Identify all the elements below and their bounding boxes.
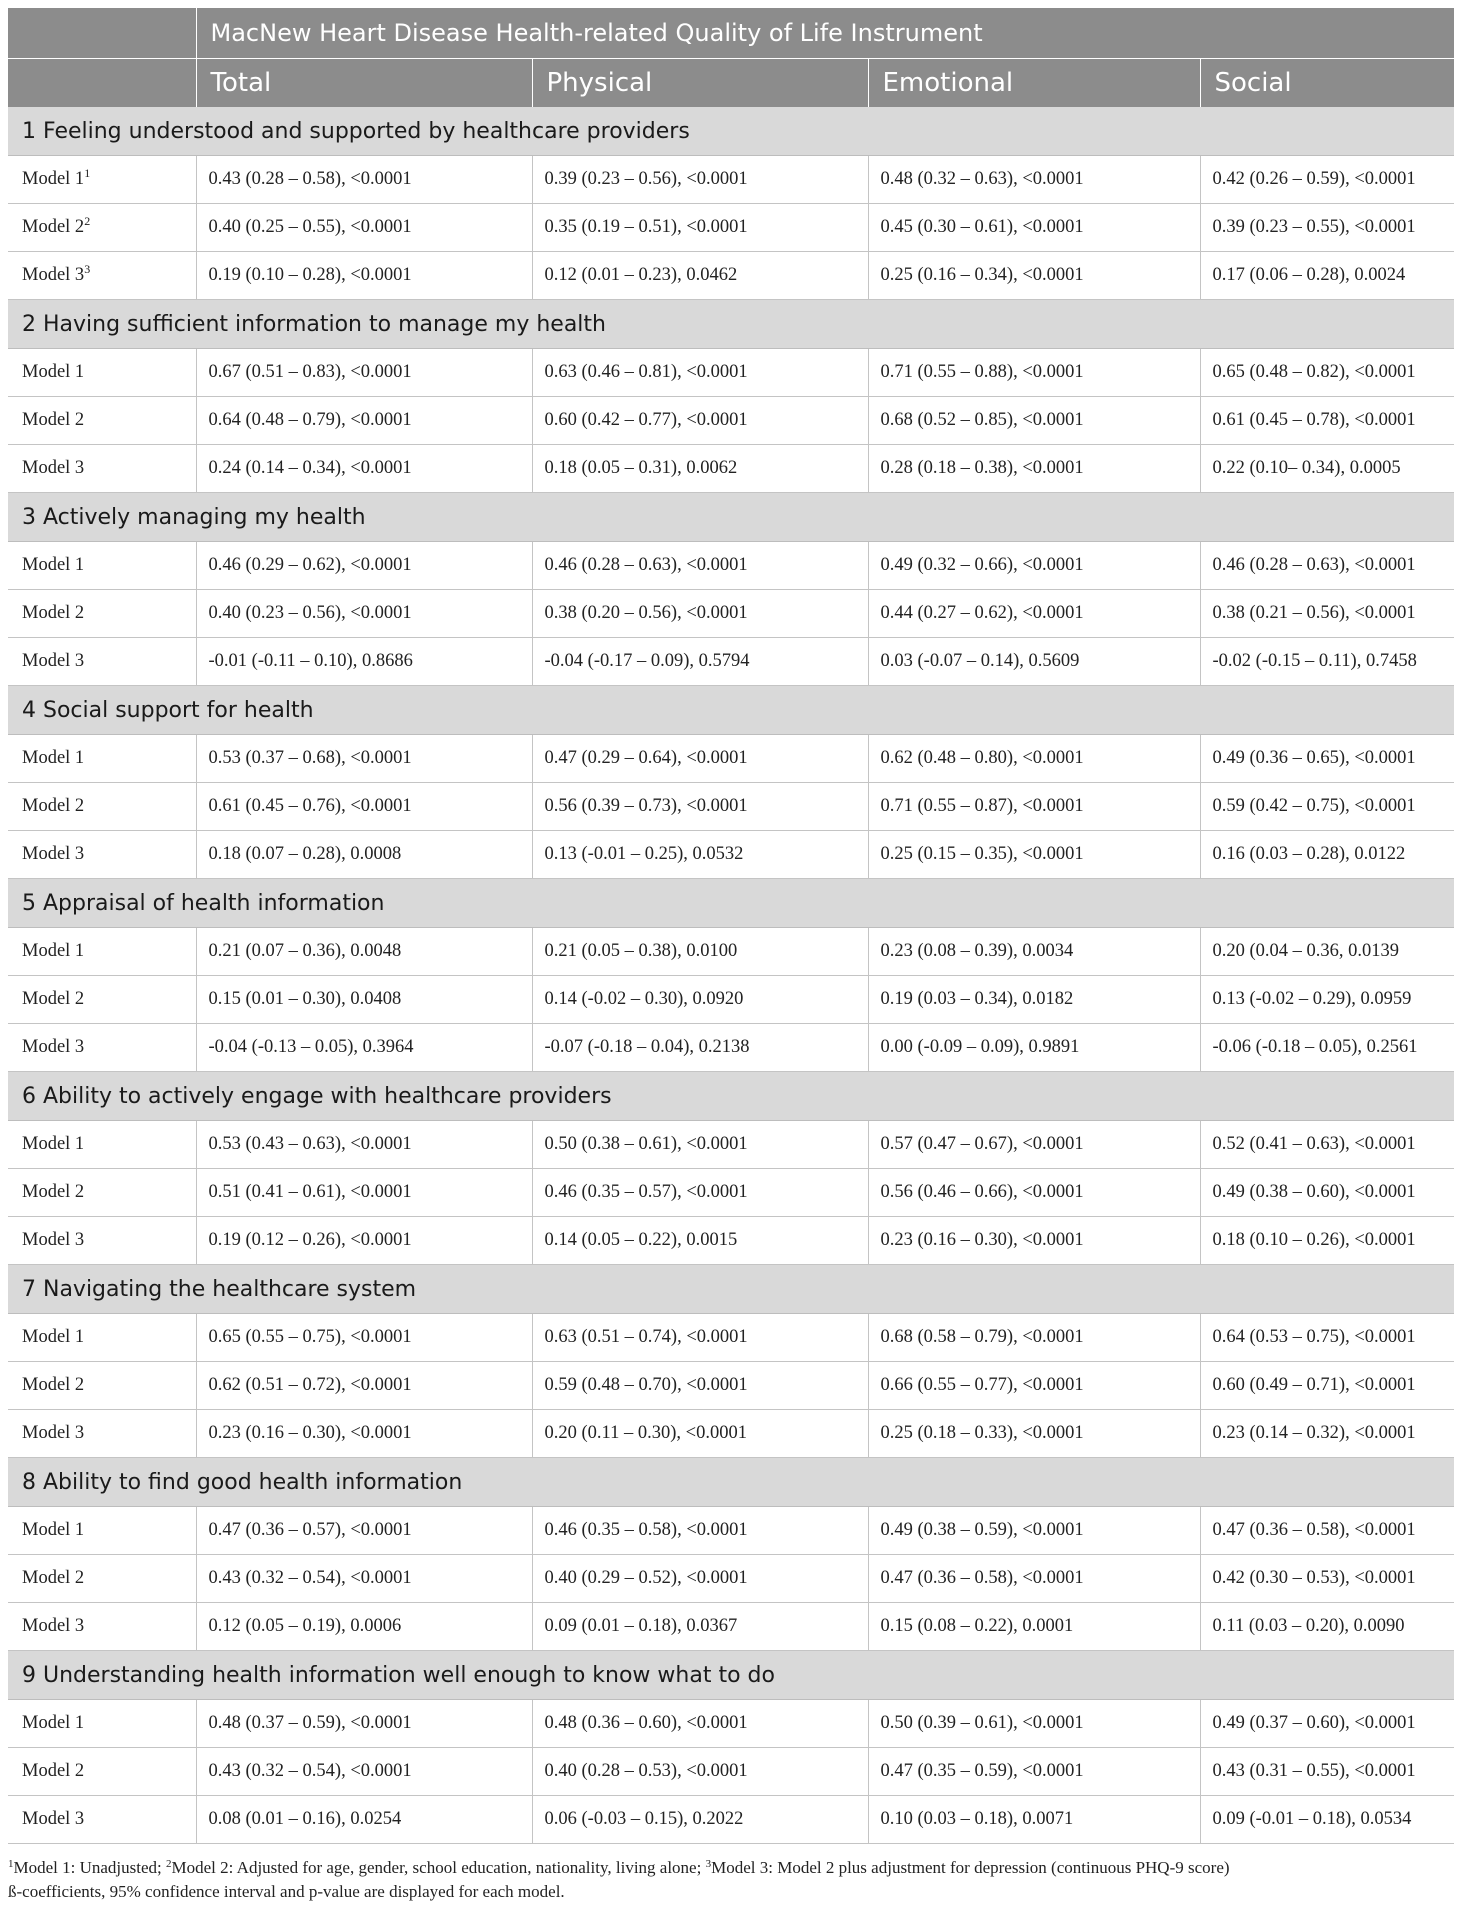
value-cell-total: 0.40 (0.25 – 0.55), <0.0001 [196,204,532,252]
model-label: Model 2 [22,1761,85,1781]
value-cell-total: -0.01 (-0.11 – 0.10), 0.8686 [196,638,532,686]
value-cell-total: 0.43 (0.28 – 0.58), <0.0001 [196,156,532,204]
table-row [8,1796,1454,1844]
model-label: Model 2 [22,217,85,237]
section-title: 1 Feeling understood and supported by healthcare providers [8,107,1454,156]
value-cell-social: 0.59 (0.42 – 0.75), <0.0001 [1200,783,1454,831]
value-cell-total: 0.12 (0.05 – 0.19), 0.0006 [196,1603,532,1651]
value-cell-physical: 0.06 (-0.03 – 0.15), 0.2022 [532,1796,868,1844]
footnote-marker: 1 [8,1858,14,1870]
value-cell-physical: 0.63 (0.51 – 0.74), <0.0001 [532,1314,868,1362]
model-label-cell [8,638,196,686]
table-row [8,1169,1454,1217]
header-corner-cell-2 [8,59,196,108]
value-cell-social: 0.60 (0.49 – 0.71), <0.0001 [1200,1362,1454,1410]
value-cell-total: 0.21 (0.07 – 0.36), 0.0048 [196,928,532,976]
table-row [8,1362,1454,1410]
value-cell-emotional: 0.15 (0.08 – 0.22), 0.0001 [868,1603,1200,1651]
value-cell-social: 0.43 (0.31 – 0.55), <0.0001 [1200,1748,1454,1796]
value-cell-total: 0.48 (0.37 – 0.59), <0.0001 [196,1700,532,1748]
value-cell-social: 0.39 (0.23 – 0.55), <0.0001 [1200,204,1454,252]
value-cell-total: 0.18 (0.07 – 0.28), 0.0008 [196,831,532,879]
value-cell-total: 0.53 (0.43 – 0.63), <0.0001 [196,1121,532,1169]
header-corner-cell [8,8,196,59]
section-row [8,107,1454,156]
value-cell-physical: 0.09 (0.01 – 0.18), 0.0367 [532,1603,868,1651]
value-cell-emotional: 0.45 (0.30 – 0.61), <0.0001 [868,204,1200,252]
table-row [8,928,1454,976]
value-cell-physical: 0.12 (0.01 – 0.23), 0.0462 [532,252,868,300]
model-label: Model 1 [22,1327,85,1347]
header-row-columns [8,59,1454,108]
section-title: 9 Understanding health information well enough to know what to do [8,1651,1454,1700]
section-title: 5 Appraisal of health information [8,879,1454,928]
model-label: Model 1 [22,1520,85,1540]
table-row [8,1748,1454,1796]
value-cell-total: 0.24 (0.14 – 0.34), <0.0001 [196,445,532,493]
section-row [8,300,1454,349]
value-cell-emotional: 0.19 (0.03 – 0.34), 0.0182 [868,976,1200,1024]
value-cell-physical: 0.47 (0.29 – 0.64), <0.0001 [532,735,868,783]
section-title: 6 Ability to actively engage with healthcare providers [8,1072,1454,1121]
table-row [8,397,1454,445]
value-cell-total: 0.19 (0.12 – 0.26), <0.0001 [196,1217,532,1265]
value-cell-physical: 0.13 (-0.01 – 0.25), 0.0532 [532,831,868,879]
value-cell-social: 0.13 (-0.02 – 0.29), 0.0959 [1200,976,1454,1024]
value-cell-physical: 0.48 (0.36 – 0.60), <0.0001 [532,1700,868,1748]
value-cell-total: 0.46 (0.29 – 0.62), <0.0001 [196,542,532,590]
value-cell-total: 0.08 (0.01 – 0.16), 0.0254 [196,1796,532,1844]
value-cell-total: 0.62 (0.51 – 0.72), <0.0001 [196,1362,532,1410]
table-row [8,445,1454,493]
value-cell-emotional: 0.03 (-0.07 – 0.14), 0.5609 [868,638,1200,686]
value-cell-emotional: 0.00 (-0.09 – 0.09), 0.9891 [868,1024,1200,1072]
table-body [8,107,1454,1844]
model-label: Model 3 [22,651,85,671]
table-row [8,783,1454,831]
model-label-cell [8,349,196,397]
value-cell-emotional: 0.28 (0.18 – 0.38), <0.0001 [868,445,1200,493]
model-label: Model 3 [22,1616,85,1636]
value-cell-total: 0.43 (0.32 – 0.54), <0.0001 [196,1555,532,1603]
model-label-cell [8,1169,196,1217]
value-cell-physical: 0.20 (0.11 – 0.30), <0.0001 [532,1410,868,1458]
value-cell-physical: 0.63 (0.46 – 0.81), <0.0001 [532,349,868,397]
model-label-cell [8,1314,196,1362]
footnote-marker: 1 [84,166,91,180]
table-row [8,638,1454,686]
table-row [8,976,1454,1024]
value-cell-total: 0.19 (0.10 – 0.28), <0.0001 [196,252,532,300]
footnote-marker: 3 [84,262,91,276]
model-label: Model 2 [22,603,85,623]
value-cell-emotional: 0.49 (0.38 – 0.59), <0.0001 [868,1507,1200,1555]
value-cell-emotional: 0.25 (0.16 – 0.34), <0.0001 [868,252,1200,300]
model-label-cell [8,831,196,879]
value-cell-social: 0.47 (0.36 – 0.58), <0.0001 [1200,1507,1454,1555]
model-label-cell [8,156,196,204]
value-cell-social: 0.20 (0.04 – 0.36, 0.0139 [1200,928,1454,976]
value-cell-emotional: 0.71 (0.55 – 0.87), <0.0001 [868,783,1200,831]
footnote-text: Model 2: Adjusted for age, gender, school education, nationality, living alone; [171,1858,706,1877]
value-cell-emotional: 0.50 (0.39 – 0.61), <0.0001 [868,1700,1200,1748]
model-label-cell [8,1748,196,1796]
value-cell-physical: -0.07 (-0.18 – 0.04), 0.2138 [532,1024,868,1072]
table-row [8,204,1454,252]
table-row [8,831,1454,879]
section-row [8,493,1454,542]
value-cell-emotional: 0.23 (0.16 – 0.30), <0.0001 [868,1217,1200,1265]
value-cell-total: 0.61 (0.45 – 0.76), <0.0001 [196,783,532,831]
value-cell-physical: 0.18 (0.05 – 0.31), 0.0062 [532,445,868,493]
model-label-cell [8,735,196,783]
section-row [8,879,1454,928]
value-cell-emotional: 0.44 (0.27 – 0.62), <0.0001 [868,590,1200,638]
model-label-cell [8,1700,196,1748]
table-row [8,735,1454,783]
section-row [8,1072,1454,1121]
model-label-cell [8,928,196,976]
section-row [8,1458,1454,1507]
footnote-text: Model 1: Unadjusted; [13,1858,167,1877]
model-label: Model 2 [22,1182,85,1202]
value-cell-social: 0.49 (0.37 – 0.60), <0.0001 [1200,1700,1454,1748]
value-cell-physical: 0.46 (0.28 – 0.63), <0.0001 [532,542,868,590]
table-row [8,1603,1454,1651]
value-cell-physical: 0.50 (0.38 – 0.61), <0.0001 [532,1121,868,1169]
value-cell-social: 0.49 (0.38 – 0.60), <0.0001 [1200,1169,1454,1217]
value-cell-social: 0.23 (0.14 – 0.32), <0.0001 [1200,1410,1454,1458]
column-header-total: Total [196,59,532,108]
table-title: MacNew Heart Disease Health-related Quality of Life Instrument [196,8,1454,59]
section-title: 4 Social support for health [8,686,1454,735]
value-cell-physical: 0.40 (0.29 – 0.52), <0.0001 [532,1555,868,1603]
model-label-cell [8,1507,196,1555]
model-label: Model 1 [22,941,85,961]
value-cell-emotional: 0.71 (0.55 – 0.88), <0.0001 [868,349,1200,397]
section-title: 7 Navigating the healthcare system [8,1265,1454,1314]
table-row [8,1410,1454,1458]
table-row [8,1700,1454,1748]
model-label: Model 2 [22,410,85,430]
value-cell-total: 0.65 (0.55 – 0.75), <0.0001 [196,1314,532,1362]
value-cell-social: 0.16 (0.03 – 0.28), 0.0122 [1200,831,1454,879]
table-row [8,1314,1454,1362]
model-label-cell [8,204,196,252]
value-cell-emotional: 0.68 (0.52 – 0.85), <0.0001 [868,397,1200,445]
footnote-models [8,1856,1454,1880]
value-cell-physical: 0.14 (0.05 – 0.22), 0.0015 [532,1217,868,1265]
value-cell-social: 0.64 (0.53 – 0.75), <0.0001 [1200,1314,1454,1362]
footnotes [8,1856,1454,1904]
value-cell-physical: 0.60 (0.42 – 0.77), <0.0001 [532,397,868,445]
value-cell-emotional: 0.49 (0.32 – 0.66), <0.0001 [868,542,1200,590]
model-label-cell [8,445,196,493]
value-cell-social: -0.02 (-0.15 – 0.11), 0.7458 [1200,638,1454,686]
section-row [8,686,1454,735]
table-row [8,542,1454,590]
value-cell-social: 0.09 (-0.01 – 0.18), 0.0534 [1200,1796,1454,1844]
model-label: Model 3 [22,1037,85,1057]
value-cell-total: 0.64 (0.48 – 0.79), <0.0001 [196,397,532,445]
table-row [8,1217,1454,1265]
value-cell-social: -0.06 (-0.18 – 0.05), 0.2561 [1200,1024,1454,1072]
model-label-cell [8,1603,196,1651]
model-label: Model 3 [22,458,85,478]
model-label: Model 1 [22,1134,85,1154]
value-cell-total: 0.40 (0.23 – 0.56), <0.0001 [196,590,532,638]
table-row [8,1121,1454,1169]
value-cell-emotional: 0.56 (0.46 – 0.66), <0.0001 [868,1169,1200,1217]
value-cell-emotional: 0.66 (0.55 – 0.77), <0.0001 [868,1362,1200,1410]
table-row [8,1555,1454,1603]
value-cell-social: 0.61 (0.45 – 0.78), <0.0001 [1200,397,1454,445]
value-cell-emotional: 0.57 (0.47 – 0.67), <0.0001 [868,1121,1200,1169]
table-row [8,349,1454,397]
value-cell-social: 0.18 (0.10 – 0.26), <0.0001 [1200,1217,1454,1265]
column-header-physical: Physical [532,59,868,108]
value-cell-emotional: 0.47 (0.35 – 0.59), <0.0001 [868,1748,1200,1796]
value-cell-emotional: 0.48 (0.32 – 0.63), <0.0001 [868,156,1200,204]
column-header-social: Social [1200,59,1454,108]
model-label: Model 3 [22,1809,85,1829]
model-label: Model 3 [22,265,85,285]
footnote-marker: 2 [166,1858,172,1870]
model-label-cell [8,590,196,638]
model-label: Model 3 [22,1230,85,1250]
footnote-text: Model 3: Model 2 plus adjustment for depression (continuous PHQ-9 score) [711,1858,1230,1877]
value-cell-social: 0.42 (0.30 – 0.53), <0.0001 [1200,1555,1454,1603]
model-label-cell [8,1555,196,1603]
value-cell-social: 0.52 (0.41 – 0.63), <0.0001 [1200,1121,1454,1169]
value-cell-physical: 0.59 (0.48 – 0.70), <0.0001 [532,1362,868,1410]
value-cell-physical: 0.35 (0.19 – 0.51), <0.0001 [532,204,868,252]
value-cell-emotional: 0.25 (0.15 – 0.35), <0.0001 [868,831,1200,879]
table-row [8,252,1454,300]
model-label-cell [8,542,196,590]
footnote-marker: 2 [84,214,91,228]
value-cell-social: 0.46 (0.28 – 0.63), <0.0001 [1200,542,1454,590]
model-label: Model 1 [22,555,85,575]
model-label-cell [8,397,196,445]
header-row-title [8,8,1454,59]
model-label-cell [8,1362,196,1410]
model-label: Model 1 [22,362,85,382]
model-label: Model 3 [22,844,85,864]
value-cell-social: 0.22 (0.10– 0.34), 0.0005 [1200,445,1454,493]
model-label-cell [8,976,196,1024]
model-label: Model 2 [22,1375,85,1395]
value-cell-emotional: 0.68 (0.58 – 0.79), <0.0001 [868,1314,1200,1362]
model-label-cell [8,1796,196,1844]
value-cell-total: 0.43 (0.32 – 0.54), <0.0001 [196,1748,532,1796]
column-header-emotional: Emotional [868,59,1200,108]
model-label-cell [8,783,196,831]
model-label: Model 2 [22,1568,85,1588]
value-cell-physical: 0.40 (0.28 – 0.53), <0.0001 [532,1748,868,1796]
results-table-container [8,8,1454,1904]
value-cell-social: 0.11 (0.03 – 0.20), 0.0090 [1200,1603,1454,1651]
value-cell-social: 0.38 (0.21 – 0.56), <0.0001 [1200,590,1454,638]
value-cell-social: 0.49 (0.36 – 0.65), <0.0001 [1200,735,1454,783]
table-row [8,1507,1454,1555]
value-cell-physical: -0.04 (-0.17 – 0.09), 0.5794 [532,638,868,686]
model-label: Model 1 [22,748,85,768]
value-cell-physical: 0.56 (0.39 – 0.73), <0.0001 [532,783,868,831]
value-cell-physical: 0.46 (0.35 – 0.58), <0.0001 [532,1507,868,1555]
model-label-cell [8,1024,196,1072]
model-label: Model 1 [22,1713,85,1733]
value-cell-physical: 0.39 (0.23 – 0.56), <0.0001 [532,156,868,204]
model-label: Model 3 [22,1423,85,1443]
model-label: Model 2 [22,989,85,1009]
value-cell-physical: 0.46 (0.35 – 0.57), <0.0001 [532,1169,868,1217]
value-cell-physical: 0.14 (-0.02 – 0.30), 0.0920 [532,976,868,1024]
model-label: Model 2 [22,796,85,816]
section-title: 8 Ability to find good health information [8,1458,1454,1507]
value-cell-emotional: 0.47 (0.36 – 0.58), <0.0001 [868,1555,1200,1603]
model-label: Model 1 [22,169,85,189]
value-cell-emotional: 0.62 (0.48 – 0.80), <0.0001 [868,735,1200,783]
value-cell-physical: 0.38 (0.20 – 0.56), <0.0001 [532,590,868,638]
value-cell-social: 0.42 (0.26 – 0.59), <0.0001 [1200,156,1454,204]
model-label-cell [8,1217,196,1265]
footnote-coefficients: ß-coefficients, 95% confidence interval and p-value are displayed for each model. [8,1882,565,1901]
value-cell-emotional: 0.23 (0.08 – 0.39), 0.0034 [868,928,1200,976]
value-cell-total: 0.23 (0.16 – 0.30), <0.0001 [196,1410,532,1458]
footnote-marker: 3 [705,1858,712,1870]
section-row [8,1265,1454,1314]
value-cell-total: 0.53 (0.37 – 0.68), <0.0001 [196,735,532,783]
value-cell-emotional: 0.25 (0.18 – 0.33), <0.0001 [868,1410,1200,1458]
table-row [8,590,1454,638]
value-cell-total: 0.67 (0.51 – 0.83), <0.0001 [196,349,532,397]
value-cell-social: 0.17 (0.06 – 0.28), 0.0024 [1200,252,1454,300]
section-title: 2 Having sufficient information to manage my health [8,300,1454,349]
value-cell-physical: 0.21 (0.05 – 0.38), 0.0100 [532,928,868,976]
model-label-cell [8,1410,196,1458]
section-row [8,1651,1454,1700]
value-cell-total: -0.04 (-0.13 – 0.05), 0.3964 [196,1024,532,1072]
table-row [8,1024,1454,1072]
value-cell-total: 0.51 (0.41 – 0.61), <0.0001 [196,1169,532,1217]
table-row [8,156,1454,204]
model-label-cell [8,1121,196,1169]
model-label-cell [8,252,196,300]
value-cell-social: 0.65 (0.48 – 0.82), <0.0001 [1200,349,1454,397]
value-cell-total: 0.15 (0.01 – 0.30), 0.0408 [196,976,532,1024]
value-cell-emotional: 0.10 (0.03 – 0.18), 0.0071 [868,1796,1200,1844]
section-title: 3 Actively managing my health [8,493,1454,542]
results-table [8,8,1454,1844]
value-cell-total: 0.47 (0.36 – 0.57), <0.0001 [196,1507,532,1555]
